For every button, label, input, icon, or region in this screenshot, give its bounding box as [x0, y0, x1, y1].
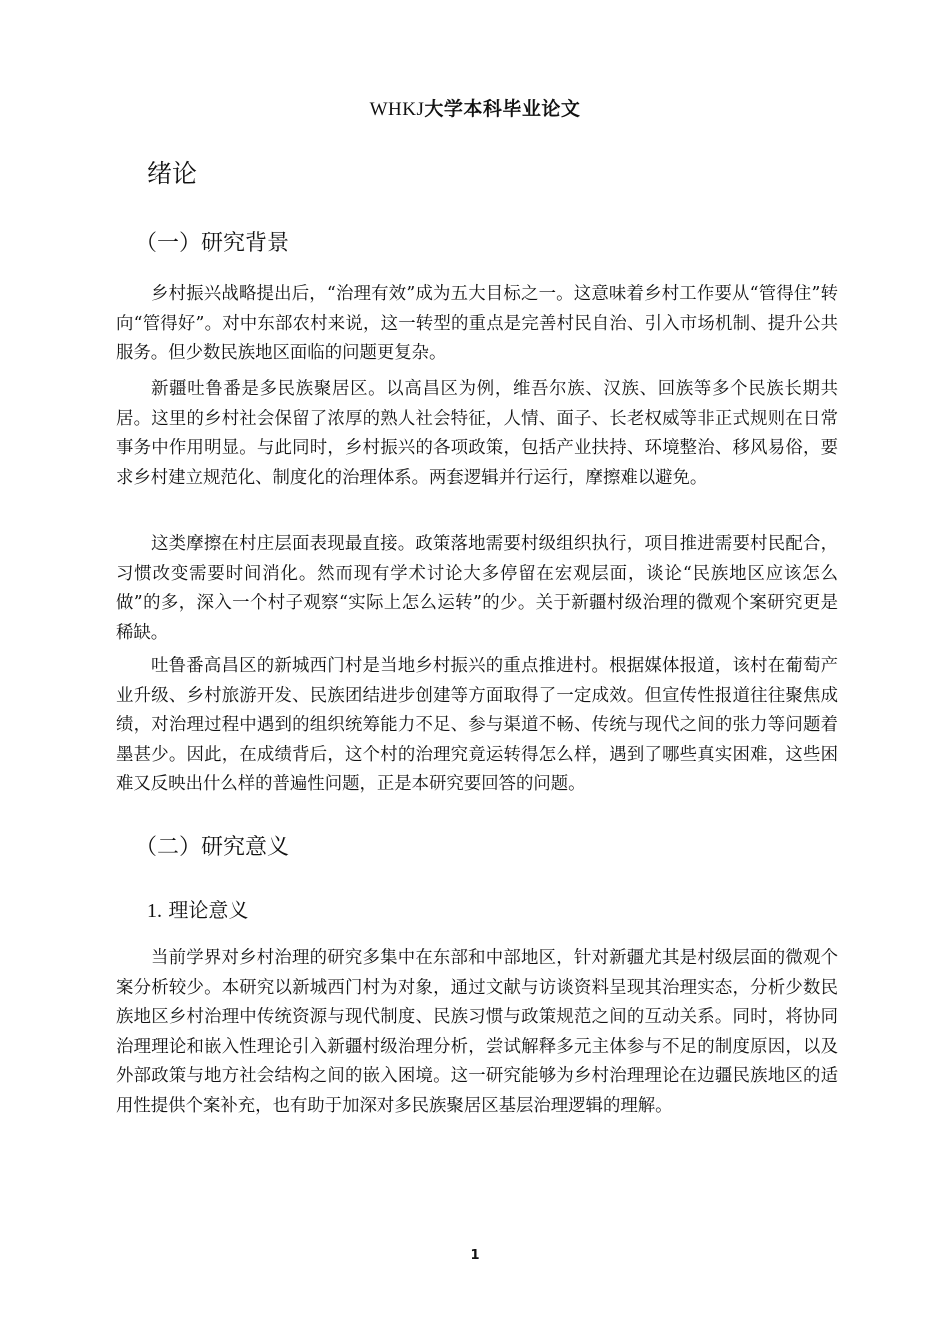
page-number: 1: [470, 1248, 480, 1263]
section-heading-significance: （二）研究意义: [135, 835, 290, 860]
paragraph: 当前学界对乡村治理的研究多集中在东部和中部地区，针对新疆尤其是村级层面的微观个案分析较少。本研究以新城西门村为对象，通过文献与访谈资料呈现其治理实态，分析少数民族地区乡村治理中传统资源与现代制度、民族习惯与政策规范之间的互动关系。同时，将协同治理理论和嵌入性理论引入新疆村级治理分析，尝试解释多元主体参与不足的制度原因，以及外部政策与地方社会结构之间的嵌入困境。这一研究能够为乡村治理理论在边疆民族地区的适用性提供个案补充，也有助于加深对多民族聚居区基层治理逻辑的理解。: [116, 948, 838, 1116]
paragraph: 吐鲁番高昌区的新城西门村是当地乡村振兴的重点推进村。根据媒体报道，该村在葡萄产业升级、乡村旅游开发、民族团结进步创建等方面取得了一定成效。但宣传性报道往往聚焦成绩，对治理过程中遇到的组织统筹能力不足、参与渠道不畅、传统与现代之间的张力等问题着墨甚少。因此，在成绩背后，这个村的治理究竟运转得怎么样，遇到了哪些真实困难，这些困难又反映出什么样的普遍性问题，正是本研究要回答的问题。: [116, 656, 838, 794]
paragraph: 这类摩擦在村庄层面表现最直接。政策落地需要村级组织执行，项目推进需要村民配合，习惯改变需要时间消化。然而现有学术讨论大多停留在宏观层面，谈论“民族地区应该怎么做”的多，深入一个村子观察“实际上怎么运转”的少。关于新疆村级治理的微观个案研究更是稀缺。: [116, 534, 838, 643]
section-heading-background: （一）研究背景: [135, 231, 290, 256]
subsection-title: 理论意义: [168, 898, 249, 922]
running-header: [0, 94, 950, 121]
subsection-number: 1.: [147, 900, 162, 922]
subsection-heading-theory: [147, 894, 248, 923]
chapter-title: 绪论: [147, 159, 198, 188]
paragraph: 新疆吐鲁番是多民族聚居区。以高昌区为例，维吾尔族、汉族、回族等多个民族长期共居。这里的乡村社会保留了浓厚的熟人社会特征，人情、面子、长老权威等非正式规则在日常事务中作用明显。与此同时，乡村振兴的各项政策，包括产业扶持、环境整治、移风易俗，要求乡村建立规范化、制度化的治理体系。两套逻辑并行运行，摩擦难以避免。: [116, 379, 838, 488]
header-title: 大学本科毕业论文: [424, 98, 581, 120]
paragraph: 乡村振兴战略提出后，“治理有效”成为五大目标之一。这意味着乡村工作要从“管得住”转向“管得好”。对中东部农村来说，这一转型的重点是完善村民自治、引入市场机制、提升公共服务。但少数民族地区面临的问题更复杂。: [116, 284, 838, 363]
header-brand: WHKJ: [369, 99, 425, 120]
